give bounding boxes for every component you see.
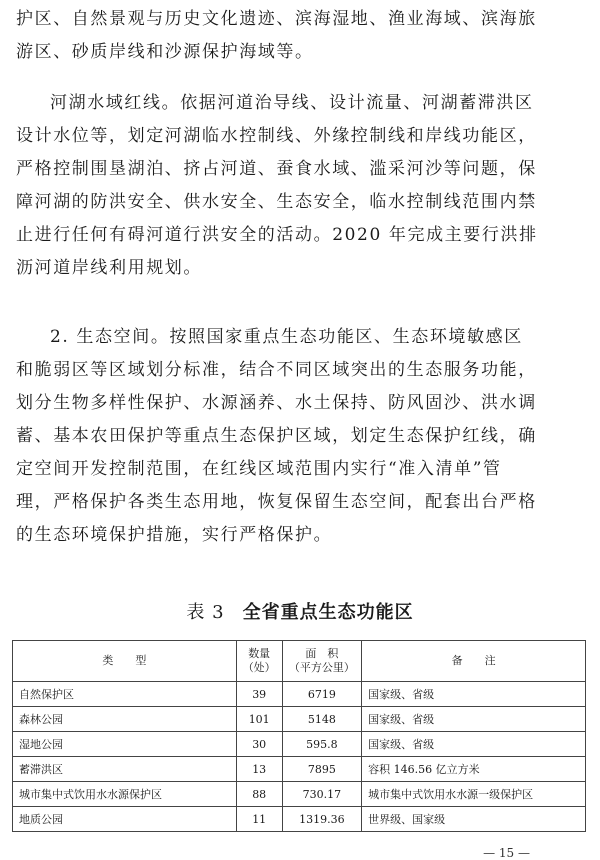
text-line: 蓄、基本农田保护等重点生态保护区域，划定生态保护红线，确 [16,426,537,446]
text-line: 障河湖的防洪安全、供水安全、生态安全，临水控制线范围内禁 [16,192,537,212]
page-number: — 15 — [483,846,530,860]
header-type: 类 型 [13,641,237,682]
table-header-row [13,641,586,682]
cell-area: 6719 [282,682,361,707]
text-line: 沥河道岸线利用规划。 [16,258,202,278]
cell-type: 蓄滞洪区 [13,757,237,782]
text-line: 定空间开发控制范围，在红线区域范围内实行“准入清单”管 [16,459,502,479]
cell-area: 730.17 [282,782,361,807]
table-row [13,782,586,807]
cell-count: 101 [236,707,282,732]
cell-area: 7895 [282,757,361,782]
cell-type: 湿地公园 [13,732,237,757]
cell-count: 39 [236,682,282,707]
cell-remark: 容积 146.56 亿立方米 [362,757,586,782]
cell-area: 5148 [282,707,361,732]
cell-remark: 国家级、省级 [362,707,586,732]
cell-area: 595.8 [282,732,361,757]
header-area-line2: （平方公里） [288,661,355,674]
table-row [13,682,586,707]
cell-type: 地质公园 [13,807,237,832]
cell-remark: 国家级、省级 [362,732,586,757]
ecological-zones-table [12,640,586,832]
text-line: 严格控制围垦湖泊、挤占河道、蚕食水域、滥采河沙等问题，保 [16,159,537,179]
table-row [13,707,586,732]
cell-count: 11 [236,807,282,832]
header-count-line2: （处） [242,661,276,674]
cell-count: 30 [236,732,282,757]
cell-type: 自然保护区 [13,682,237,707]
table-number: 表 3 [186,602,225,623]
text-line: 游区、砂质岸线和沙源保护海域等。 [16,42,314,62]
header-remark: 备 注 [362,641,586,682]
text-line: 护区、自然景观与历史文化遗迹、滨海湿地、渔业海域、滨海旅 [16,9,537,29]
text-line: 设计水位等，划定河湖临水控制线、外缘控制线和岸线功能区， [16,126,537,146]
header-area-line1: 面 积 [305,647,339,660]
text-line: 2. 生态空间。按照国家重点生态功能区、生态环境敏感区 [50,327,523,347]
table-row [13,807,586,832]
paragraph-continuation [16,3,586,69]
text-line: 河湖水域红线。依据河道治导线、设计流量、河湖蓄滞洪区 [50,93,534,113]
cell-count: 88 [236,782,282,807]
header-count-line1: 数量 [248,647,271,660]
text-line: 理，严格保护各类生态用地，恢复保留生态空间，配套出台严格 [16,492,537,512]
text-line: 划分生物多样性保护、水源涵养、水土保持、防风固沙、洪水调 [16,393,537,413]
header-count [236,641,282,682]
cell-remark: 国家级、省级 [362,682,586,707]
cell-type: 城市集中式饮用水水源保护区 [13,782,237,807]
text-line: 止进行任何有碍河道行洪安全的活动。2020 年完成主要行洪排 [16,225,538,245]
text-line: 和脆弱区等区域划分标准，结合不同区域突出的生态服务功能， [16,360,537,380]
table-title: 全省重点生态功能区 [242,602,414,623]
cell-remark: 城市集中式饮用水水源一级保护区 [362,782,586,807]
paragraph-ecological-space [16,321,586,552]
cell-type: 森林公园 [13,707,237,732]
text-line: 的生态环境保护措施，实行严格保护。 [16,525,333,545]
cell-remark: 世界级、国家级 [362,807,586,832]
table-row [13,732,586,757]
header-area [282,641,361,682]
table-caption [0,598,600,624]
cell-area: 1319.36 [282,807,361,832]
paragraph-river-lake-redline [16,87,586,285]
cell-count: 13 [236,757,282,782]
table-row [13,757,586,782]
